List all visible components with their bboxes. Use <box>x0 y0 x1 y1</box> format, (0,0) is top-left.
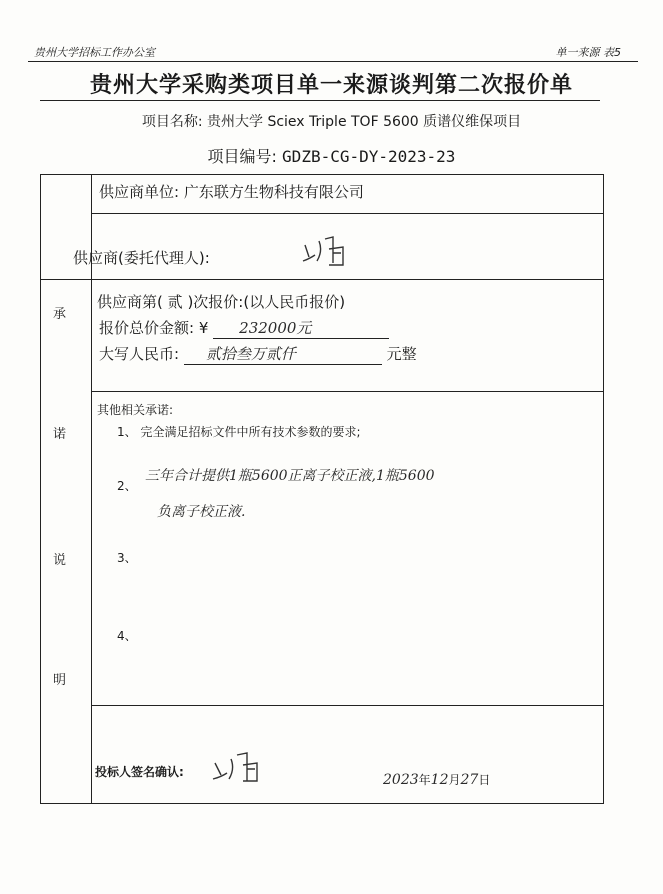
project-name-row <box>0 111 663 131</box>
table-column-divider <box>91 175 92 803</box>
agent-signature <box>299 231 359 271</box>
date-year: 2023 <box>383 772 419 788</box>
project-name-label: 项目名称: <box>141 114 203 130</box>
side-label-char: 明 <box>53 673 67 688</box>
supplier-unit-label: 供应商单位: <box>99 183 180 201</box>
bidder-sign-label: 投标人签名确认: <box>95 765 184 779</box>
title-underline <box>40 100 600 101</box>
quote-round-suffix: )次报价:(以人民币报价) <box>187 293 346 311</box>
supplier-unit-row <box>99 181 364 202</box>
uppercase-amount-value: 贰拾叁万贰仟 <box>184 343 382 365</box>
commitment-item <box>117 549 137 566</box>
commitment-item <box>117 627 137 644</box>
total-amount-value: 232000元 <box>213 317 389 339</box>
document-title: 贵州大学采购类项目单一来源谈判第二次报价单 <box>89 73 573 98</box>
form-id: 单一来源 表5 <box>555 46 621 59</box>
row-divider <box>41 279 603 280</box>
date-year-unit: 年 <box>418 773 431 787</box>
total-amount-row <box>99 317 389 339</box>
quote-round-prefix: 供应商第( <box>97 293 163 311</box>
date-month: 12 <box>430 772 449 788</box>
uppercase-amount-row <box>99 343 417 365</box>
total-amount-label: 报价总价金额: <box>99 319 195 337</box>
date-month-unit: 月 <box>448 773 461 787</box>
supplier-unit-value: 广东联方生物科技有限公司 <box>183 183 364 201</box>
commitment-text: 三年合计提供1瓶5600正离子校正液,1瓶5600 <box>145 468 435 484</box>
commitment-item <box>117 423 361 440</box>
side-label-char: 诺 <box>53 427 67 442</box>
commitment-number: 3、 <box>117 551 137 565</box>
currency-symbol: ¥ <box>198 319 209 337</box>
quote-round-value: 贰 <box>167 293 183 311</box>
date-day-unit: 日 <box>478 773 491 787</box>
uppercase-amount-label: 大写人民币: <box>99 345 180 363</box>
commitment-number: 1、 <box>117 425 137 439</box>
commitment-number: 2、 <box>117 479 137 493</box>
row-divider <box>91 213 603 214</box>
quote-round-row <box>97 291 345 312</box>
row-divider <box>91 391 603 392</box>
office-header: 贵州大学招标工作办公室 <box>34 46 155 59</box>
commitments-heading: 其他相关承诺: <box>97 403 174 417</box>
sign-date <box>383 771 490 788</box>
commitment-item <box>117 477 137 494</box>
row-divider <box>91 705 603 706</box>
commitment-text: 完全满足招标文件中所有技术参数的要求; <box>140 425 361 439</box>
project-number-row <box>0 144 663 167</box>
project-number-label: 项目编号: <box>207 147 277 166</box>
quote-form-table <box>40 174 604 804</box>
uppercase-amount-suffix: 元整 <box>386 345 417 363</box>
commitment-text-continued: 负离子校正液. <box>157 504 246 520</box>
side-label-char: 说 <box>53 553 67 568</box>
project-name-value: 贵州大学 Sciex Triple TOF 5600 质谱仪维保项目 <box>207 114 522 130</box>
bidder-signature <box>211 747 271 787</box>
project-number-value: GDZB-CG-DY-2023-23 <box>282 147 456 166</box>
date-day: 27 <box>460 772 479 788</box>
supplier-agent-label: 供应商(委托代理人): <box>73 249 210 267</box>
side-label-char: 承 <box>53 307 67 322</box>
commitment-number: 4、 <box>117 629 137 643</box>
header-divider <box>28 61 638 62</box>
